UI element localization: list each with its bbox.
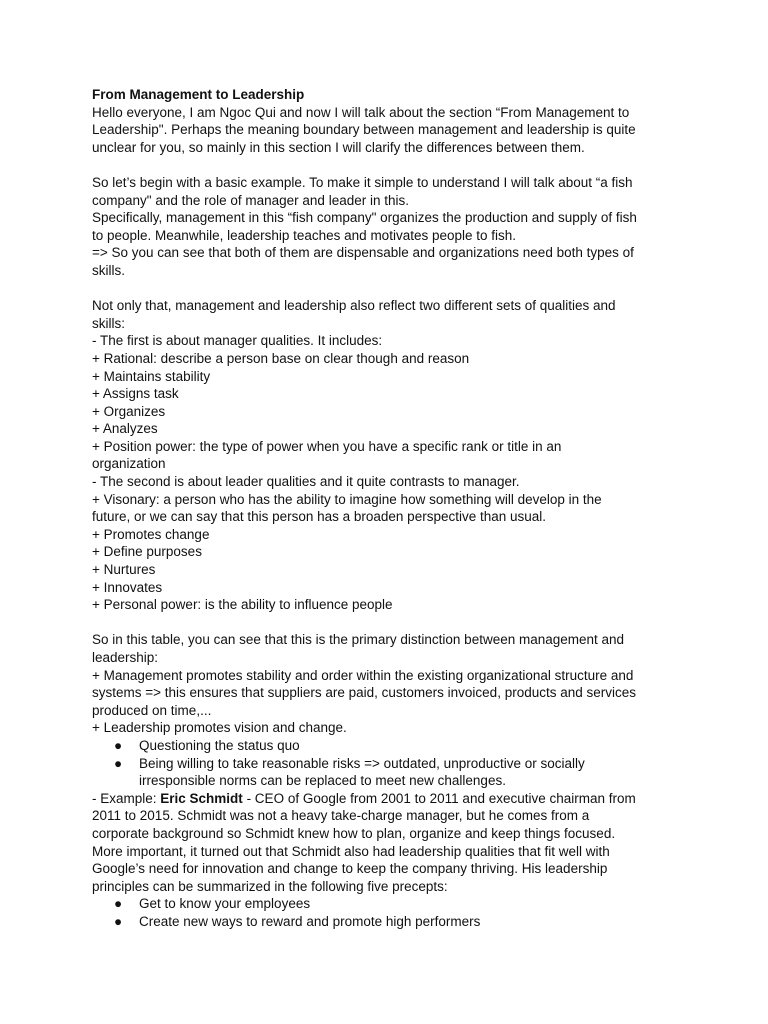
bullet-icon: ● (114, 896, 123, 912)
text-line: Being willing to take reasonable risks => outdated, unproductive or socially (139, 755, 585, 771)
text-line: More important, it turned out that Schmidt also had leadership qualities that fit well with (92, 843, 610, 859)
text-line: + Visonary: a person who has the ability to imagine how something will develop in the (92, 491, 602, 507)
list-item (92, 895, 682, 913)
text-line: leadership: (92, 650, 159, 665)
text-line: unclear for you, so mainly in this section I will clarify the differences between them. (92, 139, 585, 155)
text-line: Specifically, management in this “fish company" organizes the production and supply of fish (92, 210, 637, 226)
text-line: irresponsible norms can be replaced to meet new challenges. (139, 773, 506, 789)
example-paragraph (92, 174, 682, 280)
text-line: + Nurtures (92, 562, 156, 578)
text-line: to people. Meanwhile, leadership teaches and motivates people to fish. (92, 227, 517, 243)
text-line: Not only that, management and leadership also reflect two different sets of qualities and (92, 298, 616, 314)
text-line: produced on time,... (92, 702, 212, 718)
list-item (92, 755, 682, 790)
blank-line (92, 614, 682, 632)
text-line: + Maintains stability (92, 368, 211, 384)
text-line: + Analyzes (92, 421, 158, 437)
text-line: 2011 to 2015. Schmidt was not a heavy take-charge manager, but he comes from a (92, 808, 590, 824)
text-line: + Management promotes stability and order within the existing organizational structure and (92, 667, 634, 683)
text-line: + Personal power: is the ability to influence people (92, 597, 393, 613)
text-line: skills: (92, 315, 125, 331)
document-page (92, 86, 682, 931)
document-title: From Management to Leadership (92, 87, 305, 102)
text-line: So let’s begin with a basic example. To make it simple to understand I will talk about “a fish (92, 174, 633, 190)
text-line: Leadership". Perhaps the meaning boundary between management and leadership is quite (92, 122, 636, 138)
text-line: - The second is about leader qualities and it quite contrasts to manager. (92, 474, 520, 490)
text-line: skills. (92, 262, 125, 278)
blank-line (92, 156, 682, 174)
list-item (92, 913, 682, 931)
example-first-line-rest: - CEO of Google from 2001 to 2011 and executive chairman from (242, 790, 636, 806)
text-line: + Assigns task (92, 386, 179, 402)
table-paragraph (92, 631, 682, 737)
text-line: + Promotes change (92, 526, 210, 542)
text-line: organization (92, 456, 166, 472)
text-line: Get to know your employees (139, 896, 311, 912)
text-line: + Position power: the type of power when you have a specific rank or title in an (92, 438, 562, 454)
precepts-bullet-list (92, 895, 682, 930)
text-line: systems => this ensures that suppliers are paid, customers invoiced, products and services (92, 685, 637, 701)
qualities-paragraph (92, 297, 682, 614)
text-line: + Leadership promotes vision and change. (92, 720, 347, 736)
text-line (92, 790, 682, 808)
list-item (92, 737, 682, 755)
bullet-icon: ● (114, 737, 123, 753)
text-line: + Organizes (92, 403, 166, 419)
example-prefix: - Example: (92, 790, 161, 806)
text-line: Google’s need for innovation and change to keep the company thriving. His leadership (92, 861, 608, 877)
text-line: So in this table, you can see that this is the primary distinction between management and (92, 632, 625, 648)
person-name: Eric Schmidt (160, 790, 243, 806)
text-line: principles can be summarized in the following five precepts: (92, 878, 448, 894)
text-line: - The first is about manager qualities. It includes: (92, 333, 383, 349)
text-line: Create new ways to reward and promote high performers (139, 913, 481, 929)
bullet-icon: ● (114, 755, 123, 771)
text-line: => So you can see that both of them are dispensable and organizations need both types of (92, 245, 634, 261)
intro-paragraph (92, 104, 682, 157)
text-line: corporate background so Schmidt knew how to plan, organize and keep things focused. (92, 825, 616, 841)
text-line: company" and the role of manager and leader in this. (92, 192, 409, 208)
blank-line (92, 280, 682, 298)
leadership-bullet-list (92, 737, 682, 790)
text-line: Hello everyone, I am Ngoc Qui and now I will talk about the section “From Management to (92, 104, 630, 120)
bullet-icon: ● (114, 913, 123, 929)
text-line: future, or we can say that this person has a broaden perspective than usual. (92, 509, 547, 525)
text-line: + Define purposes (92, 544, 202, 560)
text-line: + Rational: describe a person base on clear though and reason (92, 350, 470, 366)
text-line: + Innovates (92, 579, 163, 595)
text-line: Questioning the status quo (139, 737, 300, 753)
example-schmidt-paragraph (92, 790, 682, 896)
